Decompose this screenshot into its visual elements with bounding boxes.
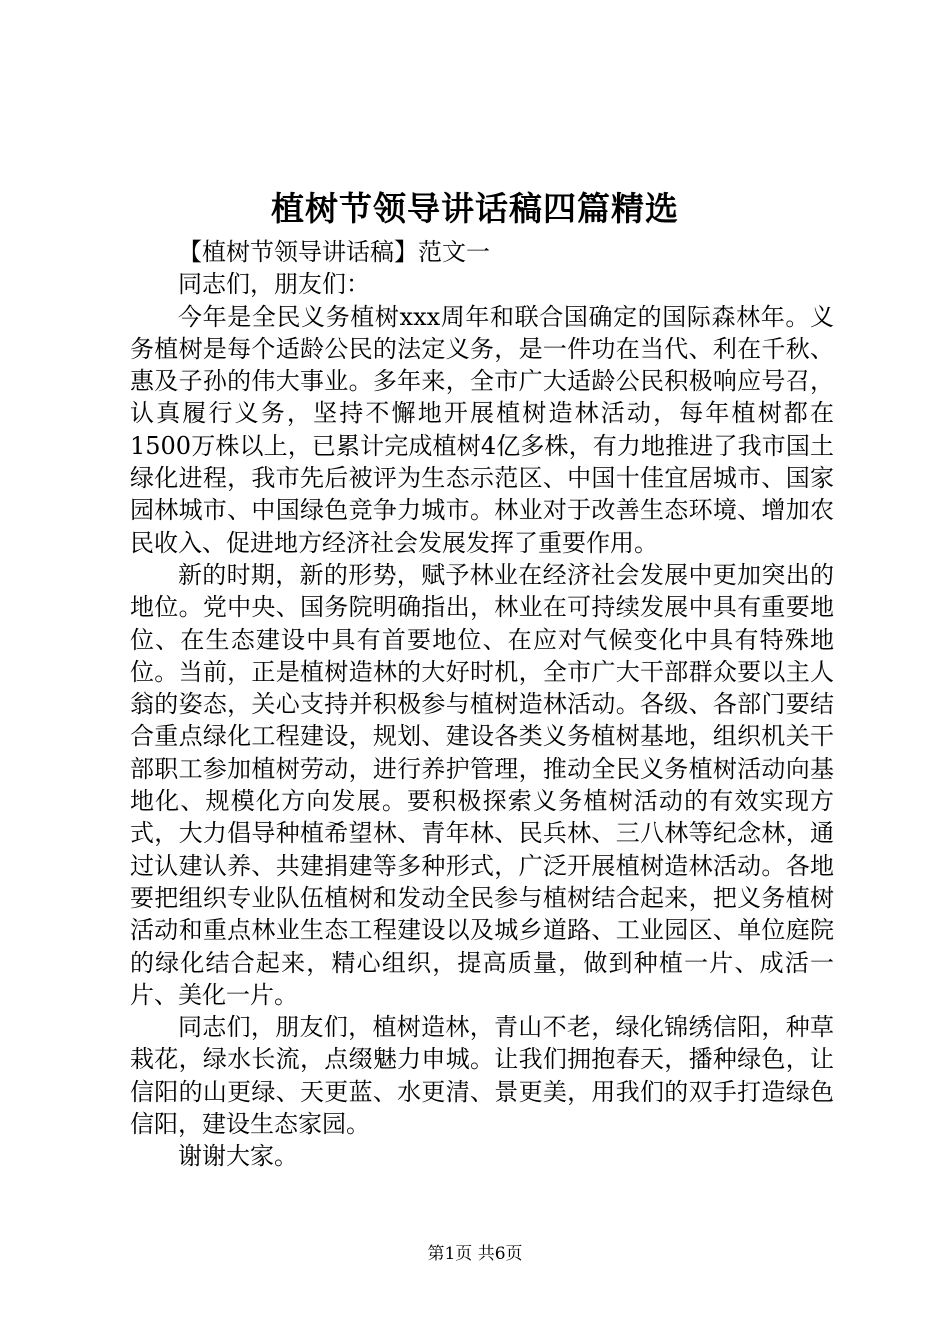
section-heading: 【植树节领导讲话稿】范文一 (178, 238, 490, 266)
document-body (130, 236, 834, 1173)
salutation: 同志们，朋友们： (178, 270, 370, 299)
paragraph: 同志们，朋友们，植树造林，青山不老，绿化锦绣信阳，种草栽花，绿水长流，点缀魅力申城。让我们拥抱春天，播种绿色，让信阳的山更绿、天更蓝、水更清、景更美，用我们的双手打造绿色信阳，建设生态家园。 (130, 1013, 834, 1139)
paragraph: 今年是全民义务植树xxx周年和联合国确定的国际森林年。义务植树是每个适龄公民的法定义务，是一件功在当代、利在千秋、惠及子孙的伟大事业。多年来，全市广大适龄公民积极响应号召，认真履行义务，坚持不懈地开展植树造林活动，每年植树都在1500万株以上，已累计完成植树4亿多株，有力地推进了我市国土绿化进程，我市先后被评为生态示范区、中国十佳宜居城市、国家园林城市、中国绿色竞争力城市。林业对于改善生态环境、增加农民收入、促进地方经济社会发展发挥了重要作用。 (130, 302, 834, 557)
paragraph: 新的时期，新的形势，赋予林业在经济社会发展中更加突出的地位。党中央、国务院明确指出，林业在可持续发展中具有重要地位、在生态建设中具有首要地位、在应对气候变化中具有特殊地位。当前，正是植树造林的大好时机，全市广大干部群众要以主人翁的姿态，关心支持并积极参与植树造林活动。各级、各部门要结合重点绿化工程建设，规划、建设各类义务植树基地，组织机关干部职工参加植树劳动，进行养护管理，推动全民义务植树活动向基地化、规模化方向发展。要积极探索义务植树活动的有效实现方式，大力倡导种植希望林、青年林、民兵林、三八林等纪念林，通过认建认养、共建捐建等多种形式，广泛开展植树造林活动。各地要把组织专业队伍植树和发动全民参与植树结合起来，把义务植树活动和重点林业生态工程建设以及城乡道路、工业园区、单位庭院的绿化结合起来，精心组织，提高质量，做到种植一片、成活一片、美化一片。 (130, 560, 834, 1009)
closing: 谢谢大家。 (178, 1142, 298, 1171)
document-title: 植树节领导讲话稿四篇精选 (271, 189, 679, 228)
page-number-footer: 第1页 共6页 (427, 1244, 523, 1264)
